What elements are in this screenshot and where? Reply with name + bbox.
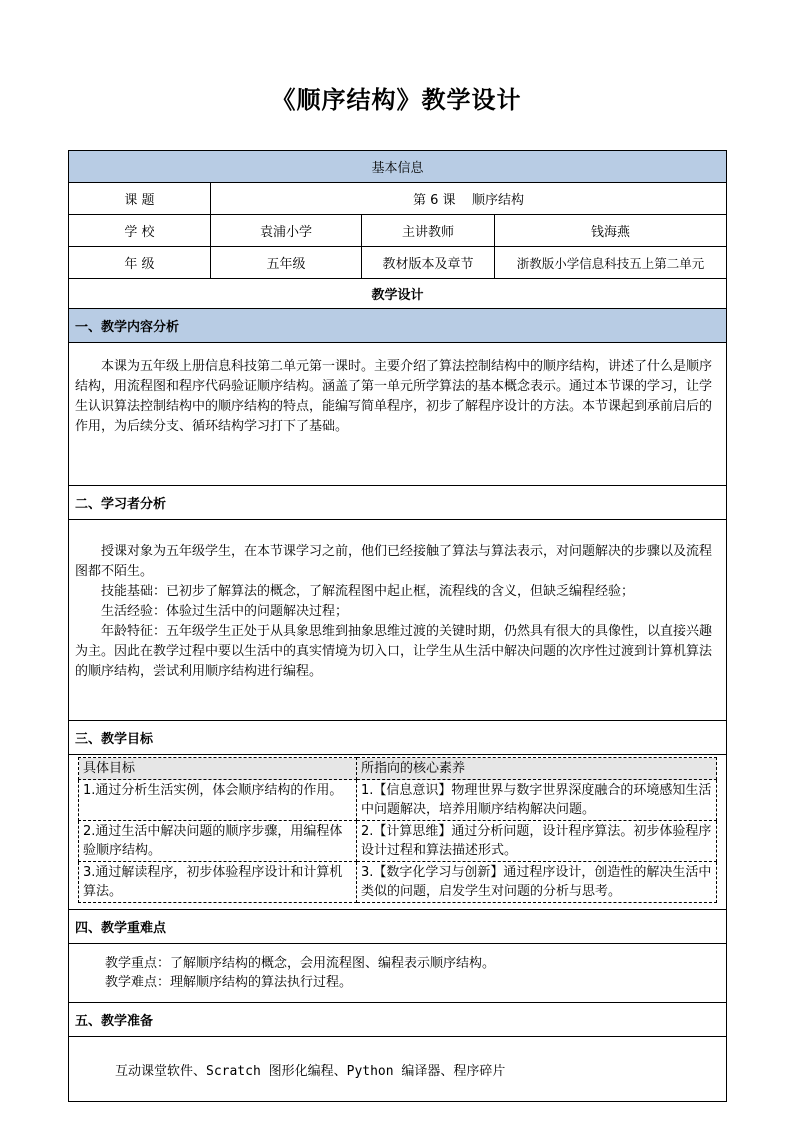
teacher-label: 主讲教师	[362, 215, 495, 247]
grade-value: 五年级	[211, 247, 362, 279]
literacy-item: 2.【计算思维】通过分析问题，设计程序算法。初步体验程序设计过程和算法描述形式。	[357, 821, 717, 862]
textbook-label: 教材版本及章节	[362, 247, 495, 279]
lesson-plan-table	[68, 150, 727, 1102]
goal-item: 3.通过解读程序，初步体验程序设计和计算机算法。	[79, 862, 357, 903]
learner-analysis-heading: 二、学习者分析	[69, 486, 727, 520]
literacy-item: 3.【数字化学习与创新】通过程序设计，创造性的解决生活中类似的问题，启发学生对问题的分析与思考。	[357, 862, 717, 903]
school-label: 学 校	[69, 215, 211, 247]
key-points-heading: 四、教学重难点	[69, 910, 727, 944]
goals-heading: 三、教学目标	[69, 721, 727, 755]
learner-paragraph: 年龄特征：五年级学生正处于从具象思维到抽象思维过渡的关键时期，仍然具有很大的具像性，以直接兴趣为主。因此在教学过程中要以生活中的真实情境为切入口，让学生从生活中解决问题的次序性过渡到计算机算法的顺序结构，尝试利用顺序结构进行编程。	[75, 624, 713, 679]
textbook-value: 浙教版小学信息科技五上第二单元	[495, 247, 727, 279]
learner-paragraph: 生活经验：体验过生活中的问题解决过程；	[101, 604, 349, 619]
grade-label: 年 级	[69, 247, 211, 279]
learner-paragraph: 授课对象为五年级学生，在本节课学习之前，他们已经接触了算法与算法表示，对问题解决的步骤以及流程图都不陌生。	[75, 544, 713, 579]
preparation-text: 互动课堂软件、Scratch 图形化编程、Python 编译器、程序碎片	[69, 1037, 727, 1102]
content-analysis-text: 本课为五年级上册信息科技第二单元第一课时。主要介绍了算法控制结构中的顺序结构，讲述了什么是顺序结构，用流程图和程序代码验证顺序结构。涵盖了第一单元所学算法的基本概念表示。通过本节课的学习，让学生认识算法控制结构中的顺序结构的特点，能编写简单程序，初步了解程序设计的方法。本节课起到承前启后的作用，为后续分支、循环结构学习打下了基础。	[75, 359, 713, 434]
page-title: 《顺序结构》教学设计	[271, 85, 522, 114]
preparation-heading: 五、教学准备	[69, 1003, 727, 1037]
teacher-value: 钱海燕	[495, 215, 727, 247]
goals-col-header: 具体目标	[79, 758, 357, 780]
design-header: 教学设计	[69, 279, 727, 309]
topic-value: 第 6 课 顺序结构	[211, 183, 727, 215]
goals-table	[78, 757, 717, 903]
goal-item: 1.通过分析生活实例，体会顺序结构的作用。	[79, 780, 357, 821]
literacy-col-header: 所指向的核心素养	[357, 758, 717, 780]
literacy-item: 1.【信息意识】物理世界与数字世界深度融合的环境感知生活中问题解决，培养用顺序结构解决问题。	[357, 780, 717, 821]
content-analysis-heading: 一、教学内容分析	[69, 309, 727, 343]
basic-info-header: 基本信息	[69, 151, 727, 183]
goal-item: 2.通过生活中解决问题的顺序步骤，用编程体验顺序结构。	[79, 821, 357, 862]
difficult-point: 教学难点：理解顺序结构的算法执行过程。	[105, 975, 353, 990]
topic-label: 课 题	[69, 183, 211, 215]
key-point: 教学重点：了解顺序结构的概念，会用流程图、编程表示顺序结构。	[105, 956, 496, 971]
learner-paragraph: 技能基础：已初步了解算法的概念，了解流程图中起止框，流程线的含义，但缺乏编程经验；	[101, 584, 635, 599]
school-value: 袁浦小学	[211, 215, 362, 247]
